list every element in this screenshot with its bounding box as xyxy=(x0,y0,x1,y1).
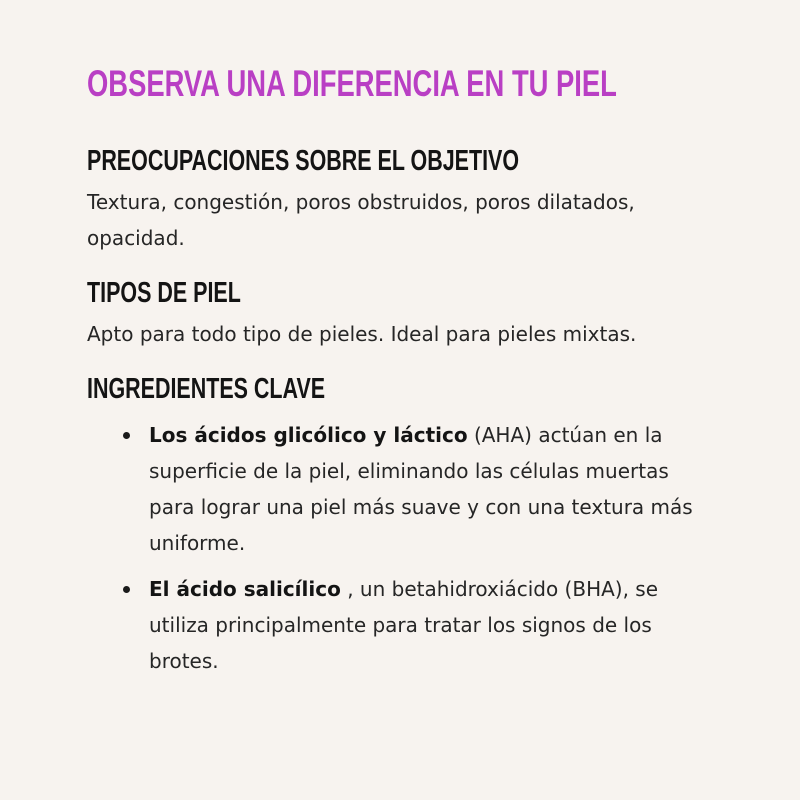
key-ingredients-heading: INGREDIENTES CLAVE xyxy=(87,373,326,405)
ingredient-name: El ácido salicílico xyxy=(149,577,341,601)
skin-types-heading: TIPOS DE PIEL xyxy=(87,277,241,309)
target-concerns-text: Textura, congestión, poros obstruidos, poros dilatados, opacidad. xyxy=(87,190,635,250)
target-concerns-heading: PREOCUPACIONES SOBRE EL OBJETIVO xyxy=(87,145,520,177)
ingredient-description: (AHA) actúan en la superficie de la piel, eliminando las células muertas para lograr una piel más suave y con una textura más uniforme. xyxy=(149,423,693,555)
ingredient-name: Los ácidos glicólico y láctico xyxy=(149,423,468,447)
list-item xyxy=(149,571,709,679)
skin-types-text: Apto para todo tipo de pieles. Ideal para pieles mixtas. xyxy=(87,322,637,346)
key-ingredients-list xyxy=(87,417,709,679)
list-item xyxy=(149,417,709,561)
page-title: OBSERVA UNA DIFERENCIA EN TU PIEL xyxy=(87,63,617,104)
ingredient-description: , un betahidroxiácido (BHA), se utiliza principalmente para tratar los signos de los brotes. xyxy=(149,577,659,673)
